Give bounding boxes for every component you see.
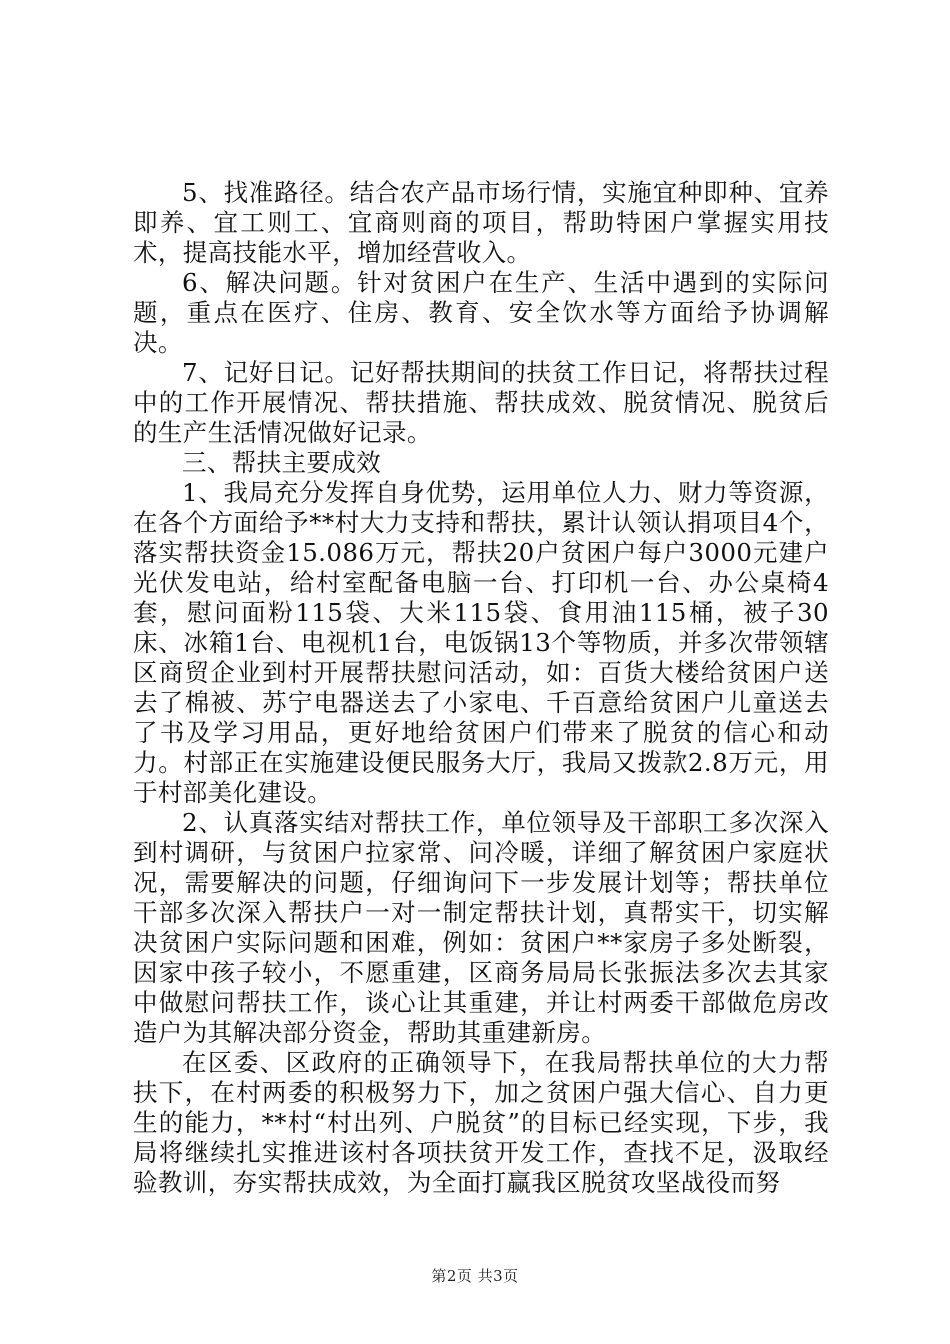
section-heading-results: 三、帮扶主要成效 [182, 448, 382, 477]
paragraph-find-path: 5、找准路径。结合农产品市场行情，实施宜种即种、宜养即养、宜工则工、宜商则商的项目，帮助特困户掌握实用技术，提高技能水平，增加经营收入。 [133, 178, 829, 267]
page-footer: 第2页 共3页 [431, 1267, 519, 1285]
paragraph-solve-problems: 6、解决问题。针对贫困户在生产、生活中遇到的实际问题，重点在医疗、住房、教育、安全饮水等方面给予协调解决。 [133, 268, 829, 357]
paragraph-conclusion: 在区委、区政府的正确领导下，在我局帮扶单位的大力帮扶下，在村两委的积极努力下，加之贫困户强大信心、自力更生的能力，**村“村出列、户脱贫”的目标已经实现，下步，我局将继续扎实推进该村各项扶贫开发工作，查找不足，汲取经验教训，夯实帮扶成效，为全面打赢我区脱贫攻坚战役而努 [133, 1048, 829, 1197]
paragraph-results-2: 2、认真落实结对帮扶工作，单位领导及干部职工多次深入到村调研，与贫困户拉家常、问冷暖，详细了解贫困户家庭状况，需要解决的问题，仔细询问下一步发展计划等；帮扶单位干部多次深入帮扶户一对一制定帮扶计划，真帮实干，切实解决贫困户实际问题和困难，例如：贫困户**家房子多处断裂，因家中孩子较小，不愿重建，区商务局局长张振法多次去其家中做慰问帮扶工作，谈心让其重建，并让村两委干部做危房改造户为其解决部分资金，帮助其重建新房。 [133, 808, 829, 1047]
document-body [133, 178, 829, 1198]
paragraph-results-1: 1、我局充分发挥自身优势，运用单位人力、财力等资源，在各个方面给予**村大力支持和帮扶，累计认领认捐项目4个，落实帮扶资金15.086万元，帮扶20户贫困户每户3000元建户光伏发电站，给村室配备电脑一台、打印机一台、办公桌椅4套，慰问面粉115袋、大米115袋、食用油115桶，被子30床、冰箱1台、电视机1台，电饭锅13个等物质，并多次带领辖区商贸企业到村开展帮扶慰问活动，如：百货大楼给贫困户送去了棉被、苏宁电器送去了小家电、千百意给贫困户儿童送去了书及学习用品，更好地给贫困户们带来了脱贫的信心和动力。村部正在实施建设便民服务大厅，我局又拨款2.8万元，用于村部美化建设。 [133, 478, 829, 807]
paragraph-keep-diary: 7、记好日记。记好帮扶期间的扶贫工作日记，将帮扶过程中的工作开展情况、帮扶措施、帮扶成效、脱贫情况、脱贫后的生产生活情况做好记录。 [133, 358, 829, 447]
